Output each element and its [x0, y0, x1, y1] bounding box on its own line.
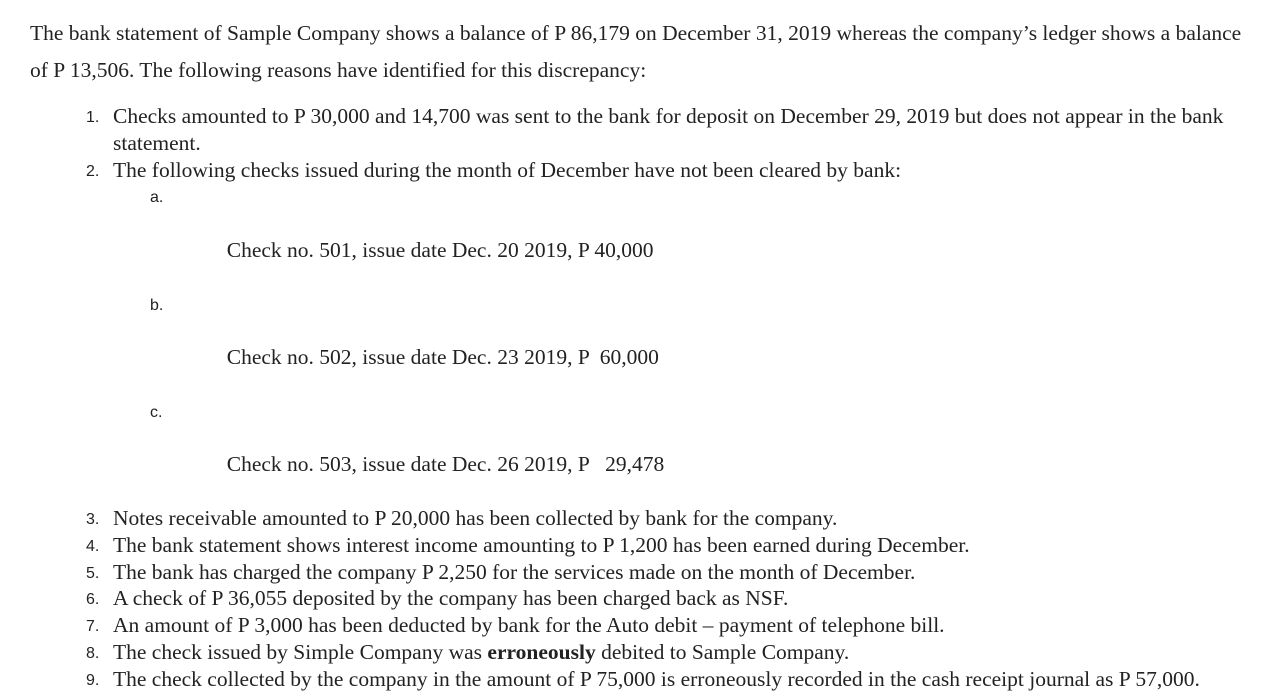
- item-number: 4.: [86, 537, 100, 555]
- item-number: 8.: [86, 644, 100, 662]
- item-text: An amount of P 3,000 has been deducted by bank for the Auto debit – payment of telephone bill.: [113, 613, 945, 638]
- subitem-letter: c.: [150, 403, 163, 421]
- sub-list-item: [0, 291, 1238, 398]
- list-item: [0, 505, 1238, 532]
- list-item: [0, 103, 1238, 157]
- intro-paragraph: The bank statement of Sample Company shows a balance of P 86,179 on December 31, 2019 whereas the company’s ledger shows a balance of P 13,506. The following reasons have identified for this discrepancy:: [30, 21, 1242, 82]
- sub-list-item: [0, 398, 1238, 505]
- item-number: 6.: [86, 591, 100, 609]
- item-number: 5.: [86, 564, 100, 582]
- subitem-text: Check no. 503, issue date Dec. 26 2019, P 29,478: [226, 452, 665, 477]
- item-text-after: debited to Sample Company.: [595, 639, 850, 664]
- item-text: Notes receivable amounted to P 20,000 has been collected by bank for the company.: [113, 505, 838, 530]
- list-item: [0, 612, 1238, 639]
- item-text: The check collected by the company in the amount of P 75,000 is erroneously recorded in the cash receipt journal as P 57,000.: [113, 666, 1200, 691]
- item-text: A check of P 36,055 deposited by the company has been charged back as NSF.: [113, 586, 789, 611]
- subitem-letter: b.: [150, 296, 164, 314]
- list-item: [0, 157, 1238, 505]
- item-number: 1.: [86, 109, 100, 126]
- item-text: The bank has charged the company P 2,250 for the services made on the month of December.: [113, 559, 916, 584]
- subitem-text: Check no. 501, issue date Dec. 20 2019, P 40,000: [226, 237, 654, 262]
- list-item: [0, 666, 1238, 693]
- item-text: Checks amounted to P 30,000 and 14,700 was sent to the bank for deposit on December 29, 2019 but does not appear in the bank statement.: [113, 104, 1224, 155]
- sub-list-item: [0, 183, 1238, 290]
- item-number: 3.: [86, 510, 100, 528]
- item-number: 2.: [86, 162, 100, 180]
- subitem-letter: a.: [150, 189, 164, 207]
- list-item: [0, 532, 1238, 559]
- list-item: [0, 559, 1238, 586]
- item-text-emphasis: erroneously: [487, 639, 596, 664]
- item-text-before: The check issued by Simple Company was: [113, 639, 488, 664]
- list-item: [0, 585, 1238, 612]
- item-number: 7.: [86, 618, 100, 636]
- item-text: The following checks issued during the month of December have not been cleared by bank:: [113, 157, 902, 182]
- item-text: The bank statement shows interest income amounting to P 1,200 has been earned during December.: [113, 532, 970, 557]
- list-item: [0, 639, 1238, 666]
- item-number: 9.: [86, 671, 100, 689]
- subitem-text: Check no. 502, issue date Dec. 23 2019, P 60,000: [226, 345, 659, 370]
- reasons-list: [0, 103, 1271, 693]
- uncleared-checks-list: [113, 183, 1238, 505]
